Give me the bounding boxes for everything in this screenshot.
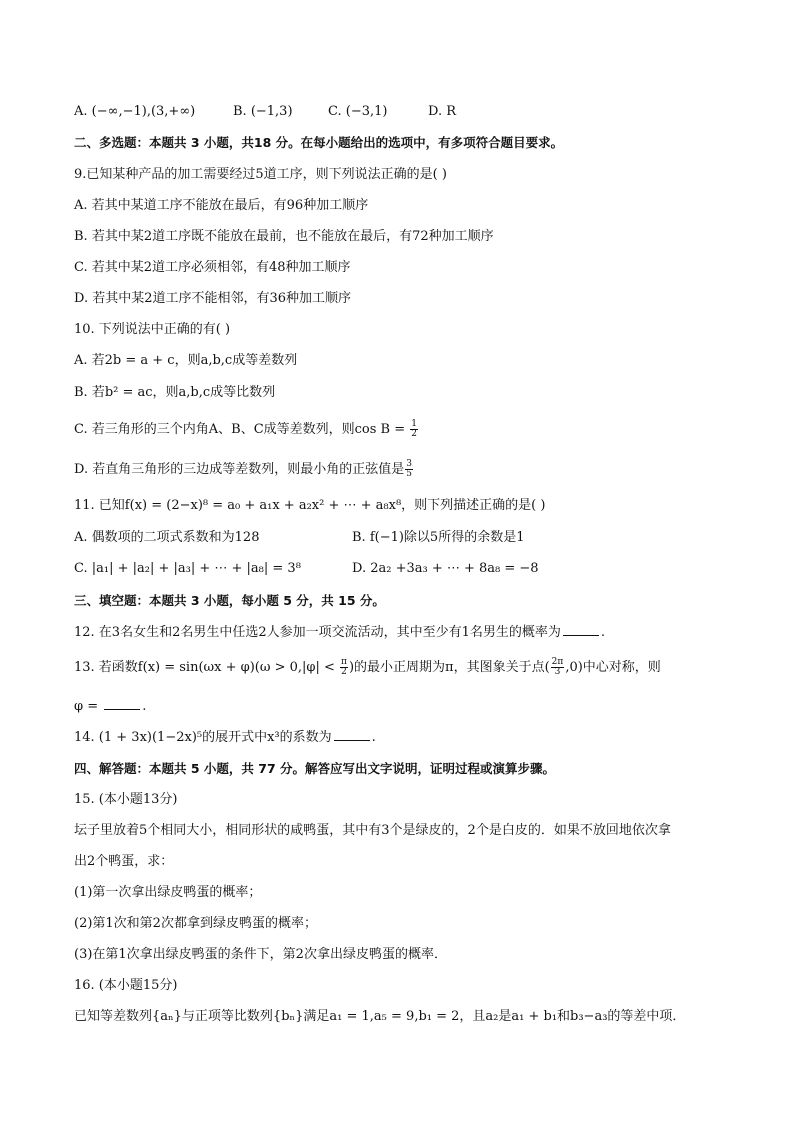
fraction <box>405 460 413 479</box>
q12-text: 12. 在3名女生和2名男生中任选2人参加一项交流活动，其中至少有1名男生的概率为 <box>74 625 561 640</box>
section-solution-heading: 四、解答题：本题共 5 小题，共 77 分。解答应写出文字说明，证明过程或演算步骤。 <box>74 761 556 776</box>
fraction <box>340 658 348 677</box>
q9-option-d: D. 若其中某2道工序不能相邻，有36种加工顺序 <box>74 291 352 306</box>
q15-part-2: (2)第1次和第2次都拿到绿皮鸭蛋的概率； <box>74 916 317 931</box>
q15-header: 15. (本小题13分) <box>74 792 178 807</box>
fraction-numerator: 2π <box>551 657 564 667</box>
q14-end: . <box>371 730 376 745</box>
q13-end: . <box>142 699 147 714</box>
fraction-denominator: 2 <box>341 667 347 677</box>
fraction-numerator: π <box>341 657 347 667</box>
q10-stem: 10. 下列说法中正确的有( ) <box>74 322 231 337</box>
q9-option-b: B. 若其中某2道工序既不能放在最前，也不能放在最后，有72种加工顺序 <box>74 229 494 244</box>
q12-stem <box>74 623 605 642</box>
q15-part-1: (1)第一次拿出绿皮鸭蛋的概率； <box>74 885 262 900</box>
q11-option-b: B. f(−1)除以5所得的余数是1 <box>352 530 525 545</box>
q16-header: 16. (本小题15分) <box>74 978 178 993</box>
q13-text-2: )的最小正周期为π，其图象关于点( <box>348 660 550 675</box>
q13-answer-line <box>74 697 146 716</box>
fraction-denominator: 3 <box>554 667 561 677</box>
fraction <box>551 658 565 677</box>
q10-option-d <box>74 460 414 479</box>
q13-stem <box>74 658 661 677</box>
q14-stem <box>74 728 376 747</box>
answer-blank[interactable] <box>104 697 140 710</box>
q8-option-c: C. (−3,1) <box>328 104 388 119</box>
q10-option-b: B. 若b² = ac，则a,b,c成等比数列 <box>74 385 276 400</box>
q15-text-line-2: 出2个鸭蛋，求： <box>74 854 174 869</box>
q11-option-d: D. 2a₂ +3a₃ + ⋯ + 8a₈ = −8 <box>352 561 539 576</box>
q15-part-3: (3)在第1次拿出绿皮鸭蛋的条件下，第2次拿出绿皮鸭蛋的概率． <box>74 947 447 962</box>
q10-option-c <box>74 420 419 439</box>
section-multiple-choice-heading: 二、多选题：本题共 3 小题，共18 分。在每小题给出的选项中，有多项符合题目要求。 <box>74 135 564 150</box>
q10-option-a: A. 若2b = a + c，则a,b,c成等差数列 <box>74 353 298 368</box>
fraction-numerator: 1 <box>411 419 417 429</box>
fraction-denominator: 5 <box>406 469 412 479</box>
q11-stem: 11. 已知f(x) = (2−x)⁸ = a₀ + a₁x + a₂x² + ⋯ + a₈x⁸，则下列描述正确的是( ) <box>74 498 546 513</box>
q9-option-c: C. 若其中某2道工序必须相邻，有48种加工顺序 <box>74 260 351 275</box>
q11-option-a: A. 偶数项的二项式系数和为128 <box>74 530 260 545</box>
q8-option-b: B. (−1,3) <box>233 104 293 119</box>
fraction-numerator: 3 <box>406 459 412 469</box>
q8-option-d: D. R <box>428 104 457 119</box>
q9-option-a: A. 若其中某道工序不能放在最后，有96种加工顺序 <box>74 198 369 213</box>
q13-text-1: 13. 若函数f(x) = sin(ωx + φ)(ω > 0,|φ| < <box>74 660 340 675</box>
q12-end: . <box>600 625 606 640</box>
q10-option-c-text: C. 若三角形的三个内角A、B、C成等差数列，则cos B = <box>74 422 410 437</box>
fraction <box>410 420 418 439</box>
answer-blank[interactable] <box>563 623 599 636</box>
q13-phi-label: φ = <box>74 699 103 714</box>
q14-text: 14. (1 + 3x)(1−2x)⁵的展开式中x³的系数为 <box>74 730 332 745</box>
q13-text-3: ,0)中心对称，则 <box>565 660 661 675</box>
q9-stem: 9.已知某种产品的加工需要经过5道工序，则下列说法正确的是( ) <box>74 167 447 182</box>
q10-option-d-text: D. 若直角三角形的三边成等差数列，则最小角的正弦值是 <box>74 462 405 477</box>
q11-option-c: C. |a₁| + |a₂| + |a₃| + ⋯ + |a₈| = 3⁸ <box>74 561 301 576</box>
q8-option-a: A. (−∞,−1),(3,+∞) <box>74 104 196 119</box>
answer-blank[interactable] <box>334 728 370 741</box>
q15-text-line-1: 坛子里放着5个相同大小，相同形状的咸鸭蛋，其中有3个是绿皮的，2个是白皮的．如果不放回地依次拿 <box>74 823 671 838</box>
q16-text: 已知等差数列{aₙ}与正项等比数列{bₙ}满足a₁ = 1,a₅ = 9,b₁ = 2，且a₂是a₁ + b₁和b₃−a₃的等差中项． <box>74 1009 686 1024</box>
section-fill-in-heading: 三、填空题：本题共 3 小题，每小题 5 分，共 15 分。 <box>74 593 385 608</box>
fraction-denominator: 2 <box>411 429 417 439</box>
